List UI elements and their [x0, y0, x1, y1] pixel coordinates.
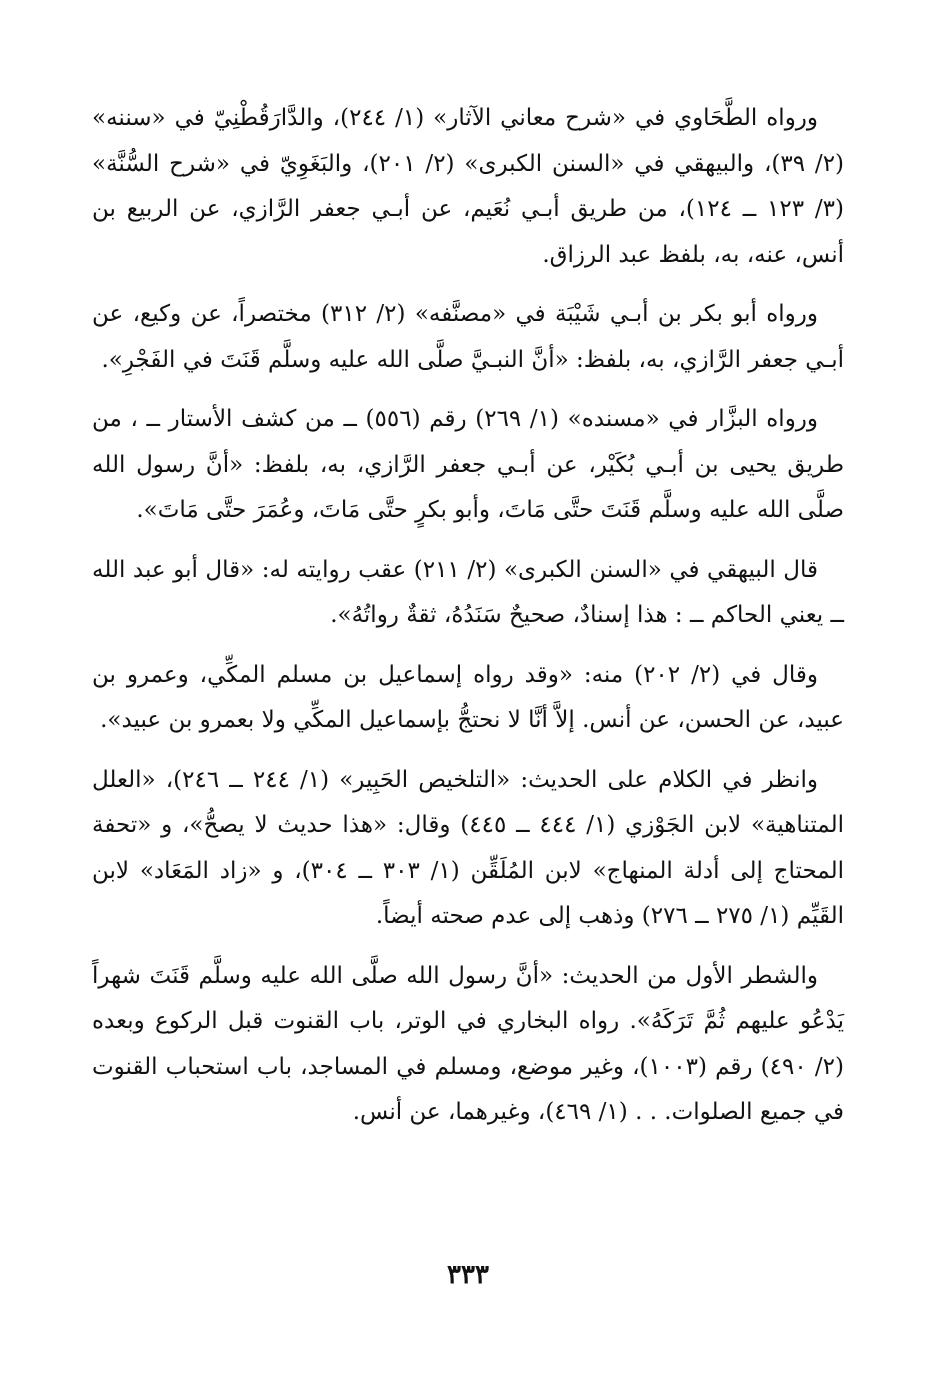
paragraph-qala-fi: وقال في (٢/ ٢٠٢) منه: «وقد رواه إسماعيل بن مسلم المكِّي، وعمرو بن عبيد، عن الحسن، عن أنس. إلاَّ أنَّا لا نحتجُّ بإسماعيل المكِّي ولا بعمرو بن عبيد».	[92, 661, 844, 733]
paragraph-see-also: وانظر في الكلام على الحديث: «التلخيص الحَبِير» (١/ ٢٤٤ ــ ٢٤٦)، «العلل المتناهية» لابن الجَوْزي (١/ ٤٤٤ ــ ٤٤٥) وقال: «هذا حديث لا يصحُّ»، و «تحفة المحتاج إلى أدلة المنهاج» لابن المُلَقِّن (١/ ٣٠٣ ــ ٣٠٤)، و «زاد المَعَاد» لابن القَيِّم (١/ ٢٧٥ ــ ٢٧٦) وذهب إلى عدم صحته أيضاً.	[92, 766, 845, 929]
paragraph-first-part: والشطر الأول من الحديث: «أنَّ رسول الله صلَّى الله عليه وسلَّم قَنَتَ شهراً يَدْعُو عليهم ثُمَّ تَرَكَهُ». رواه البخاري في الوتر، باب القنوت قبل الركوع وبعده (٢/ ٤٩٠) رقم (١٠٠٣)، وغير موضع، ومسلم في المساجد، باب استحباب القنوت في جميع الصلوات. . . (١/ ٤٦٩)، وغيرهما، عن أنس.	[92, 962, 844, 1125]
paragraph-bazzar: ورواه البزَّار في «مسنده» (١/ ٢٦٩) رقم (٥٥٦) ــ من كشف الأستار ــ ، من طريق يحيى بن أبـي بُكَيْر، عن أبـي جعفر الرَّازي، به، بلفظ: «أنَّ رسول الله صلَّى الله عليه وسلَّم قَنَتَ حتَّى مَاتَ، وأبو بكرٍ حتَّى مَاتَ، وعُمَرَ حتَّى مَاتَ».	[92, 406, 844, 523]
paragraph-bayhaqi: قال البيهقي في «السنن الكبرى» (٢/ ٢١١) عقب روايته له: «قال أبو عبد الله ــ يعني الحاكم ــ : هذا إسنادٌ، صحيحٌ سَنَدُهُ، ثقةٌ رواتُهُ».	[92, 556, 844, 628]
paragraph-ibn-abi-shayba: ورواه أبو بكر بن أبـي شَيْبَة في «مصنَّفه» (٢/ ٣١٢) مختصراً، عن وكيع، عن أبـي جعفر الرَّازي، به، بلفظ: «أنَّ النبـيَّ صلَّى الله عليه وسلَّم قَنَتَ في الفَجْرِ».	[92, 301, 844, 373]
page-body	[92, 96, 844, 1150]
page-number: ٣٣٣	[447, 1260, 489, 1290]
paragraph-tahawi: ورواه الطَّحَاوي في «شرح معاني الآثار» (١/ ٢٤٤)، والدَّارَقُطْنِيّ في «سننه» (٢/ ٣٩)، والبيهقي في «السنن الكبرى» (٢/ ٢٠١)، والبَغَوِيّ في «شرح السُّنَّة» (٣/ ١٢٣ ــ ١٢٤)، من طريق أبـي نُعَيم، عن أبـي جعفر الرَّازي، عن الربيع بن أنس، عنه، به، بلفظ عبد الرزاق.	[92, 105, 845, 268]
